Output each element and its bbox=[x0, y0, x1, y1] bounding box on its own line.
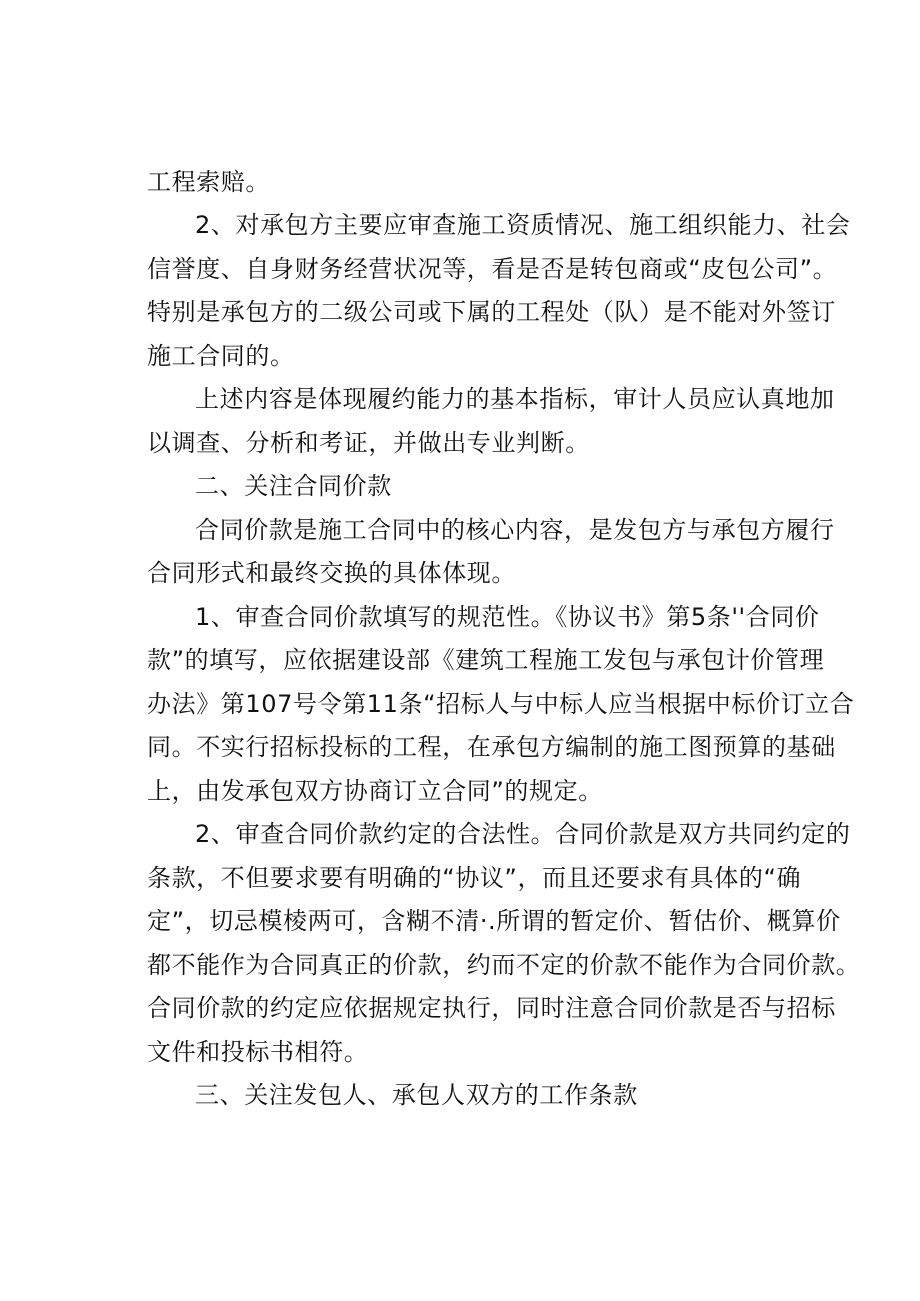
text-line: 条款，不但要求要有明确的“协议”，而且还要求有具体的“确 bbox=[147, 864, 802, 892]
text-line: 合同价款是施工合同中的核心内容，是发包方与承包方履行 bbox=[195, 516, 835, 544]
text-line: 工程索赔。 bbox=[147, 168, 270, 196]
text-line: 1、审查合同价款填写的规范性。《协议书》第5条''合同价 bbox=[195, 603, 820, 631]
text-line: 2、审查合同价款约定的合法性。合同价款是双方共同约定的 bbox=[195, 820, 851, 848]
text-line: 信誉度、自身财务经营状况等，看是否是转包商或“皮包公司”。 bbox=[147, 255, 838, 283]
text-line: 同。不实行招标投标的工程，在承包方编制的施工图预算的基础 bbox=[147, 733, 836, 761]
text-line: 特别是承包方的二级公司或下属的工程处（队）是不能对外签订 bbox=[147, 298, 836, 326]
text-line: 合同价款的约定应依据规定执行，同时注意合同价款是否与招标 bbox=[147, 994, 836, 1022]
text-line: 2、对承包方主要应审查施工资质情况、施工组织能力、社会 bbox=[195, 211, 851, 239]
text-line: 合同形式和最终交换的具体体现。 bbox=[147, 559, 516, 587]
text-line: 款”的填写，应依据建设部《建筑工程施工发包与承包计价管理 bbox=[147, 646, 825, 674]
section-heading: 三、关注发包人、承包人双方的工作条款 bbox=[195, 1081, 638, 1109]
text-line: 上述内容是体现履约能力的基本指标，审计人员应认真地加 bbox=[195, 385, 835, 413]
text-line: 施工合同的。 bbox=[147, 342, 295, 370]
section-heading: 二、关注合同价款 bbox=[195, 472, 392, 500]
text-line: 办法》第107号令第11条“招标人与中标人应当根据中标价订立合 bbox=[147, 690, 855, 718]
text-line: 定”，切忌模棱两可，含糊不清·.所谓的暂定价、暂估价、概算价 bbox=[147, 907, 841, 935]
text-line: 以调查、分析和考证，并做出专业判断。 bbox=[147, 429, 590, 457]
text-line: 都不能作为合同真正的价款，约而不定的价款不能作为合同价款。 bbox=[147, 951, 861, 979]
text-line: 上，由发承包双方协商订立合同”的规定。 bbox=[147, 777, 603, 805]
text-line: 文件和投标书相符。 bbox=[147, 1038, 369, 1066]
